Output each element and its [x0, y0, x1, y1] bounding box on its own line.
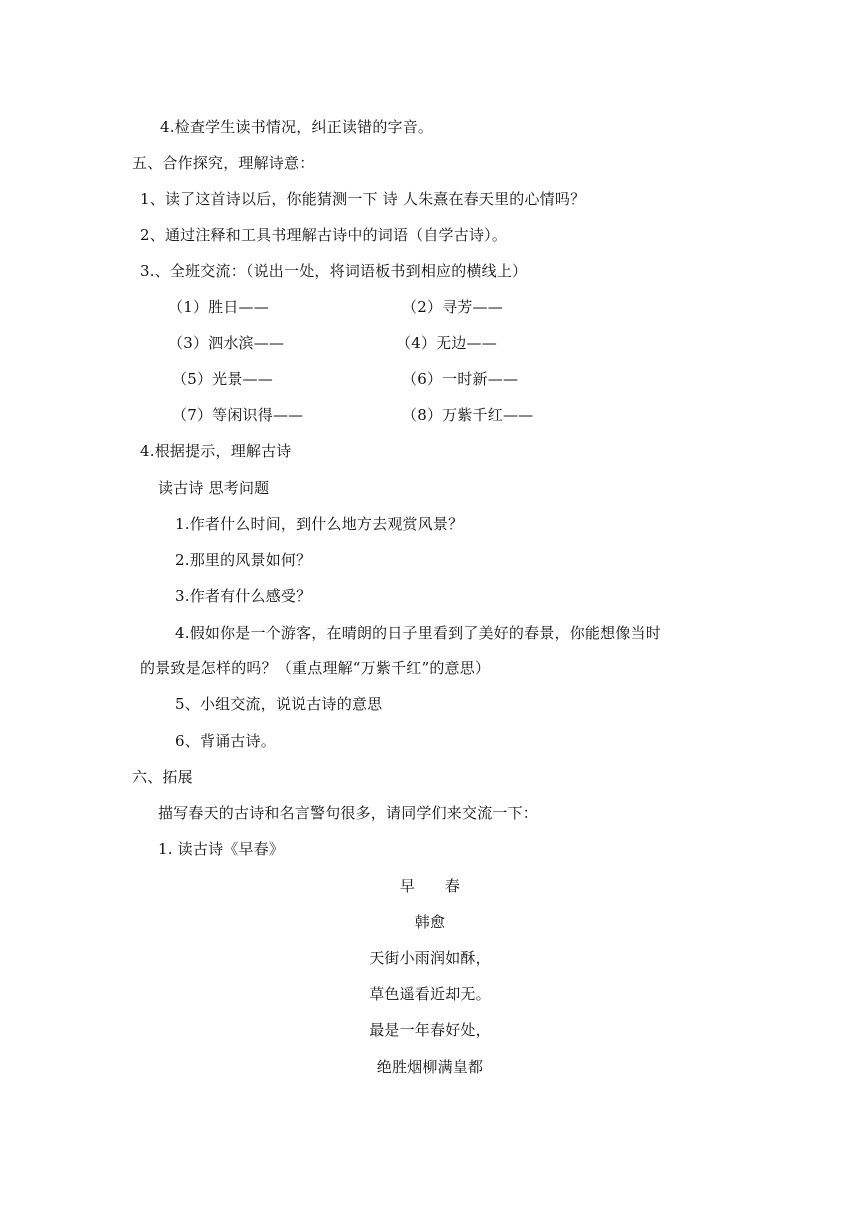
poem-author: 韩愈 [414, 913, 446, 931]
think-question-4-cont: 的景致是怎样的吗？（重点理解“万紫千红”的意思） [140, 659, 491, 677]
poem-verse: 草色遥看近却无。 [369, 985, 491, 1003]
think-question-3: 3.作者有什么感受？ [175, 587, 312, 605]
question-3: 3.、全班交流：（说出一处，将词语板书到相应的横线上） [140, 262, 528, 280]
think-question-1: 1.作者什么时间，到什么地方去观赏风景？ [175, 515, 464, 533]
term-2: （2）寻芳—— [402, 298, 503, 316]
read-and-think: 读古诗 思考问题 [158, 479, 270, 497]
step-5-group: 5、小组交流，说说古诗的意思 [175, 695, 383, 713]
poem-verse: 绝胜烟柳满皇都 [376, 1058, 484, 1076]
think-question-4: 4.假如你是一个游客，在晴朗的日子里看到了美好的春景，你能想像当时 [175, 624, 661, 642]
term-7: （7）等闲识得—— [172, 406, 304, 424]
question-2: 2、通过注释和工具书理解古诗中的词语（自学古诗）。 [140, 226, 508, 244]
step-4-understand: 4.根据提示，理解古诗 [140, 442, 292, 460]
extension-intro: 描写春天的古诗和名言警句很多，请同学们来交流一下： [158, 804, 539, 822]
term-1: （1）胜日—— [168, 298, 269, 316]
step-4-check-reading: 4.检查学生读书情况，纠正读错的字音。 [160, 118, 434, 136]
term-4: （4）无边—— [396, 334, 497, 352]
step-6-recite: 6、背诵古诗。 [175, 732, 276, 750]
section-5-heading: 五、合作探究，理解诗意： [132, 154, 315, 172]
term-5: （5）光景—— [172, 370, 273, 388]
think-question-2: 2.那里的风景如何？ [175, 551, 312, 569]
section-6-heading: 六、拓展 [132, 768, 193, 786]
extension-item-1: 1. 读古诗《早春》 [158, 840, 285, 858]
poem-verse: 天街小雨润如酥， [369, 949, 491, 967]
poem-verse: 最是一年春好处， [369, 1021, 491, 1039]
term-6: （6）一时新—— [402, 370, 519, 388]
term-3: （3）泗水滨—— [168, 334, 285, 352]
poem-title: 早 春 [399, 877, 461, 895]
question-1: 1、读了这首诗以后，你能猜测一下 诗 人朱熹在春天里的心情吗？ [140, 190, 586, 208]
term-8: （8）万紫千红—— [402, 406, 534, 424]
